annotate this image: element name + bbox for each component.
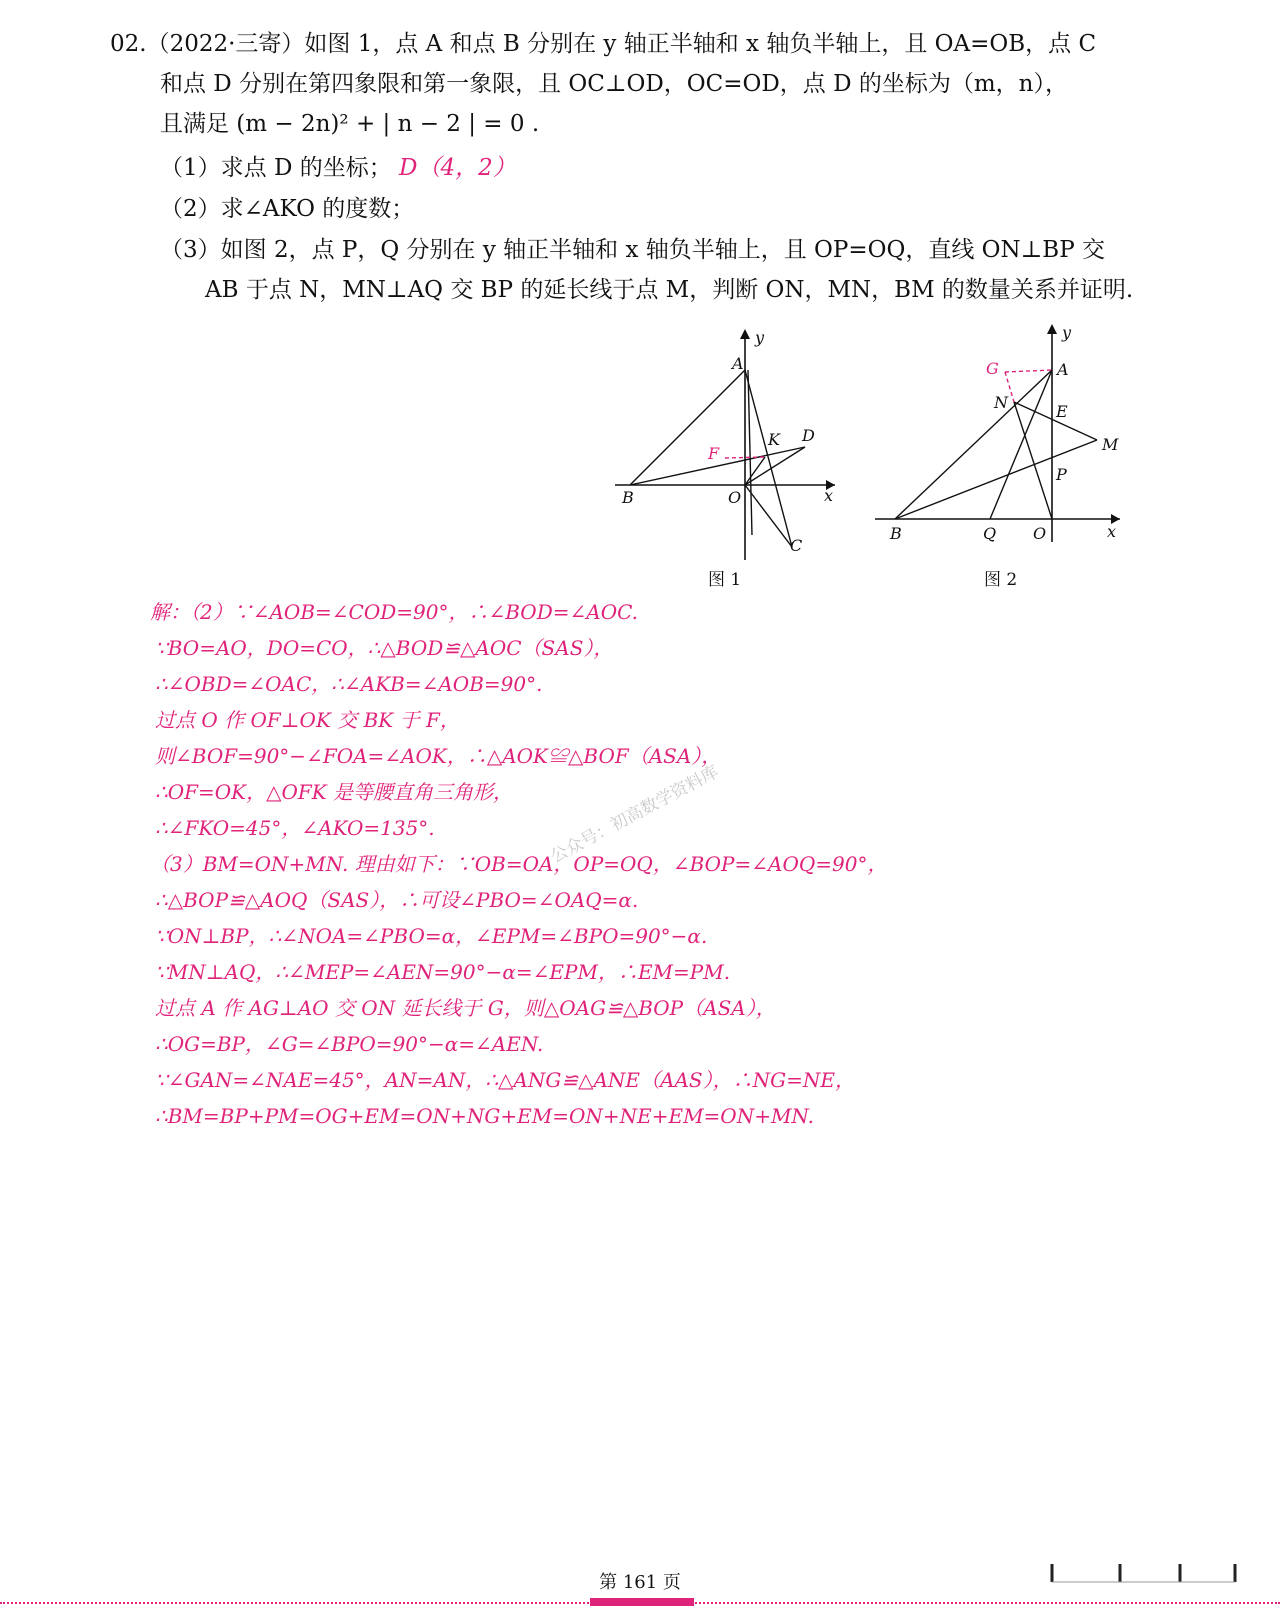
solution-line-5: 则∠BOF=90°−∠FOA=∠AOK，∴△AOK≌△BOF（ASA）， xyxy=(155,744,722,768)
solution-line-8: （3）BM=ON+MN. 理由如下：∵OB=OA，OP=OQ，∠BOP=∠AOQ=90°， xyxy=(150,852,888,876)
solution-line-7: ∴∠FKO=45°，∠AKO=135°. xyxy=(155,816,435,840)
question-3-line-1: （3）如图 2，点 P，Q 分别在 y 轴正半轴和 x 轴负半轴上，且 OP=OQ，直线 ON⊥BP 交 xyxy=(160,237,1105,263)
fig2-label-Q: Q xyxy=(983,524,997,543)
solution-line-6: ∴OF=OK，△OFK 是等腰直角三角形， xyxy=(155,780,514,804)
question-2: （2）求∠AKO 的度数； xyxy=(160,196,415,222)
question-1 xyxy=(160,152,516,184)
fig2-label-O: O xyxy=(1033,524,1047,543)
fig2-label-y: y xyxy=(1062,323,1072,342)
solution-line-9: ∴△BOP≌△AOQ（SAS），∴可设∠PBO=∠OAQ=α. xyxy=(155,888,639,912)
fig2-label-B: B xyxy=(890,524,902,543)
page-number: 第 161 页 xyxy=(599,1572,681,1593)
solution-line-12: 过点 A 作 AG⊥AO 交 ON 延长线于 G，则△OAG≌△BOP（ASA）， xyxy=(155,996,776,1020)
fig2-label-G: G xyxy=(986,359,999,378)
footer-accent-bar xyxy=(590,1598,694,1606)
fig1-label-A: A xyxy=(732,354,744,373)
fig1-label-O: O xyxy=(728,488,742,507)
solution-line-2: ∵BO=AO，DO=CO，∴△BOD≌△AOC（SAS）， xyxy=(155,636,614,660)
question-1-text: （1）求点 D 的坐标； xyxy=(160,155,392,181)
fig1-label-y: y xyxy=(755,328,765,347)
solution-line-14: ∵∠GAN=∠NAE=45°，AN=AN，∴△ANG≌△ANE（AAS），∴NG=NE， xyxy=(155,1068,855,1092)
solution-line-13: ∴OG=BP，∠G=∠BPO=90°−α=∠AEN. xyxy=(155,1032,544,1056)
fig1-label-B: B xyxy=(622,488,634,507)
figure-2-caption: 图 2 xyxy=(984,570,1018,590)
figure-1-caption: 图 1 xyxy=(708,570,742,590)
fig1-label-D: D xyxy=(802,426,815,445)
fig2-label-x: x xyxy=(1107,522,1117,541)
solution-line-15: ∴BM=BP+PM=OG+EM=ON+NG+EM=ON+NE+EM=ON+MN. xyxy=(155,1104,815,1128)
figure-1 xyxy=(600,325,850,565)
fig2-label-P: P xyxy=(1056,465,1067,484)
fig2-label-A: A xyxy=(1057,360,1069,379)
watermark: 公众号：初高数学资料库 xyxy=(547,761,722,868)
fig2-label-M: M xyxy=(1102,435,1119,454)
question-3-line-2: AB 于点 N，MN⊥AQ 交 BP 的延长线于点 M，判断 ON，MN，BM 的数量关系并证明. xyxy=(205,277,1134,303)
fig1-label-K: K xyxy=(768,430,780,449)
fig1-label-F: F xyxy=(708,444,720,463)
figure-2 xyxy=(870,320,1130,545)
fig2-label-E: E xyxy=(1056,402,1068,421)
problem-line-1: 02.（2022·三寄）如图 1，点 A 和点 B 分别在 y 轴正半轴和 x 轴负半轴上，且 OA=OB，点 C xyxy=(110,31,1097,57)
solution-line-3: ∴∠OBD=∠OAC，∴∠AKB=∠AOB=90°. xyxy=(155,672,543,696)
question-1-answer: D（4，2） xyxy=(399,155,516,181)
fig1-label-x: x xyxy=(824,486,834,505)
solution-line-11: ∵MN⊥AQ，∴∠MEP=∠AEN=90°−α=∠EPM，∴EM=PM. xyxy=(155,960,731,984)
problem-line-2: 和点 D 分别在第四象限和第一象限，且 OC⊥OD，OC=OD，点 D 的坐标为（m，n）， xyxy=(160,71,1068,97)
solution-line-1: 解：（2）∵∠AOB=∠COD=90°，∴∠BOD=∠AOC. xyxy=(150,600,639,624)
solution-line-10: ∵ON⊥BP，∴∠NOA=∠PBO=α，∠EPM=∠BPO=90°−α. xyxy=(155,924,708,948)
fig2-label-N: N xyxy=(994,393,1008,412)
solution-line-4: 过点 O 作 OF⊥OK 交 BK 于 F， xyxy=(155,708,460,732)
problem-line-3: 且满足 (m − 2n)² + | n − 2 | = 0 . xyxy=(160,111,540,137)
fig1-label-C: C xyxy=(790,536,803,555)
scan-corner-marks xyxy=(1050,1562,1250,1586)
